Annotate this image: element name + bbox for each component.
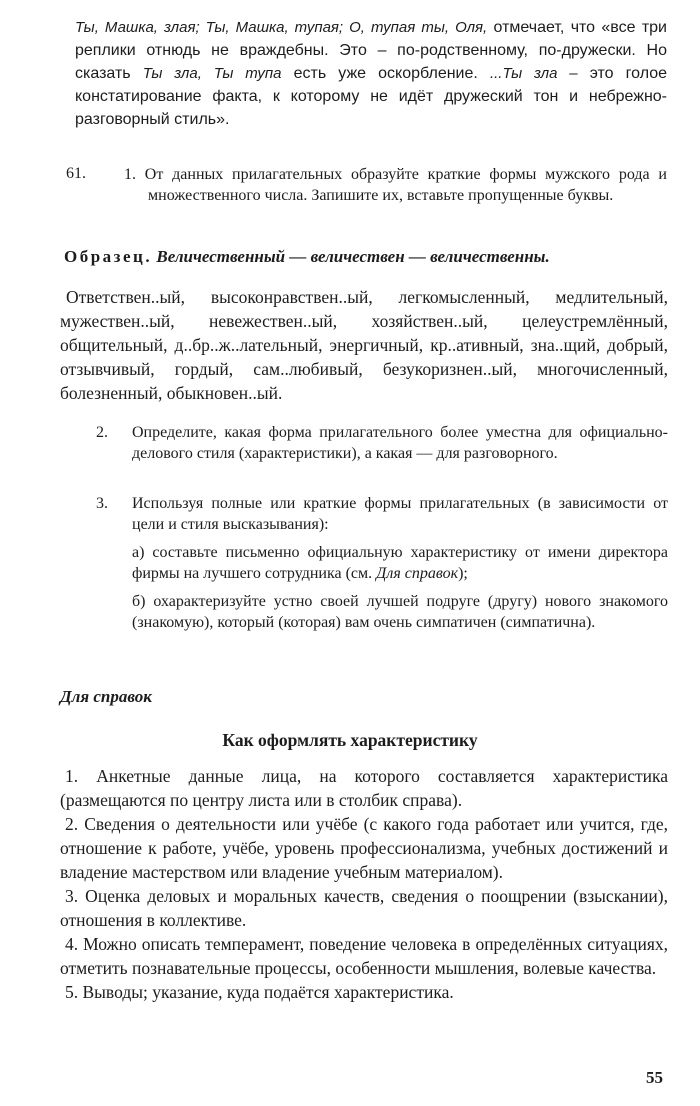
subtask-b: б) охарактеризуйте устно своей лучшей подруге (другу) нового знакомого (знакомую), который (которая) вам очень симпатичен (симпатична).	[132, 593, 668, 631]
subtask-a-text: а) составьте письменно официальную характеристику от имени директора фирмы на лучшего сотрудника (см.	[132, 544, 668, 582]
exercise-task-3	[96, 493, 668, 535]
quote-paragraph	[75, 16, 667, 131]
reference-header: Для справок	[60, 687, 152, 706]
task-2-number: 2.	[96, 424, 108, 441]
quote-text-3: это голое констатирование факта, к которому не идёт дружеский тон и небрежно-разговорный стиль».	[75, 65, 668, 128]
page-number: 55	[646, 1068, 663, 1087]
sample-label: Образец.	[64, 247, 153, 266]
sample-line	[64, 246, 667, 268]
reference-items	[60, 764, 668, 1004]
task-3-number: 3.	[96, 495, 108, 512]
sample-text: Величественный — величествен — величественны.	[156, 247, 550, 266]
exercise-task-1: 1. От данных прилагательных образуйте краткие формы мужского рода и множественного числа. Запишите их, вставьте пропущенные буквы.	[124, 166, 667, 204]
quote-example-short: Ты зла, Ты тупа	[142, 65, 282, 82]
quote-example-phrases: Ты, Машка, злая; Ты, Машка, тупая; О, тупая ты, Оля,	[75, 19, 488, 36]
quote-text-1: отмечает, что «все три реплики отнюдь не враждебны. Это – по-родственному, по-дружески. Но сказать	[75, 19, 667, 82]
reference-item: 4. Можно описать темперамент, поведение человека в определённых ситуациях, отметить познавательные процессы, особенности мышления, волевые качества.	[60, 934, 668, 978]
quote-text-2: есть уже оскорбление.	[281, 65, 490, 82]
task-3-text: Используя полные или краткие формы прилагательных (в зависимости от цели и стиля высказывания):	[132, 495, 668, 533]
subtask-a-end: );	[458, 565, 468, 582]
exercise-task-2	[96, 422, 668, 464]
quote-example-ellipsis: ...Ты зла –	[489, 65, 578, 82]
reference-item: 5. Выводы; указание, куда подаётся характеристика.	[65, 982, 454, 1002]
reference-item: 1. Анкетные данные лица, на которого составляется характеристика (размещаются по центру листа или в столбик справа).	[60, 766, 668, 810]
subtask-a	[132, 542, 668, 584]
reference-item: 3. Оценка деловых и моральных качеств, сведения о поощрении (взыскании), отношения в коллективе.	[60, 886, 668, 930]
reference-item: 2. Сведения о деятельности или учёбе (с какого года работает или учится, где, отношение к работе, учёбе, уровень профессионализма, учебных достижений и владение мастерством или владение учебным материалом).	[60, 814, 668, 882]
task-2-text: Определите, какая форма прилагательного более уместна для официально-делового стиля (характеристики), а какая — для разговорного.	[132, 424, 668, 462]
word-list: Ответствен..ый, высоконравствен..ый, легкомысленный, медлительный, мужествен..ый, невежествен..ый, хозяйствен..ый, целеустремлённый, общительный, д..бр..ж..лательный, энергичный, кр..ативный, зна..щий, добрый, отзывчивый, гордый, сам..любивый, безукоризнен..ый, многочисленный, болезненный, обыкновен..ый.	[60, 287, 668, 403]
subtask-a-reference: Для справок	[376, 565, 459, 582]
section-title: Как оформлять характеристику	[222, 730, 478, 750]
exercise-number: 61.	[66, 165, 86, 182]
